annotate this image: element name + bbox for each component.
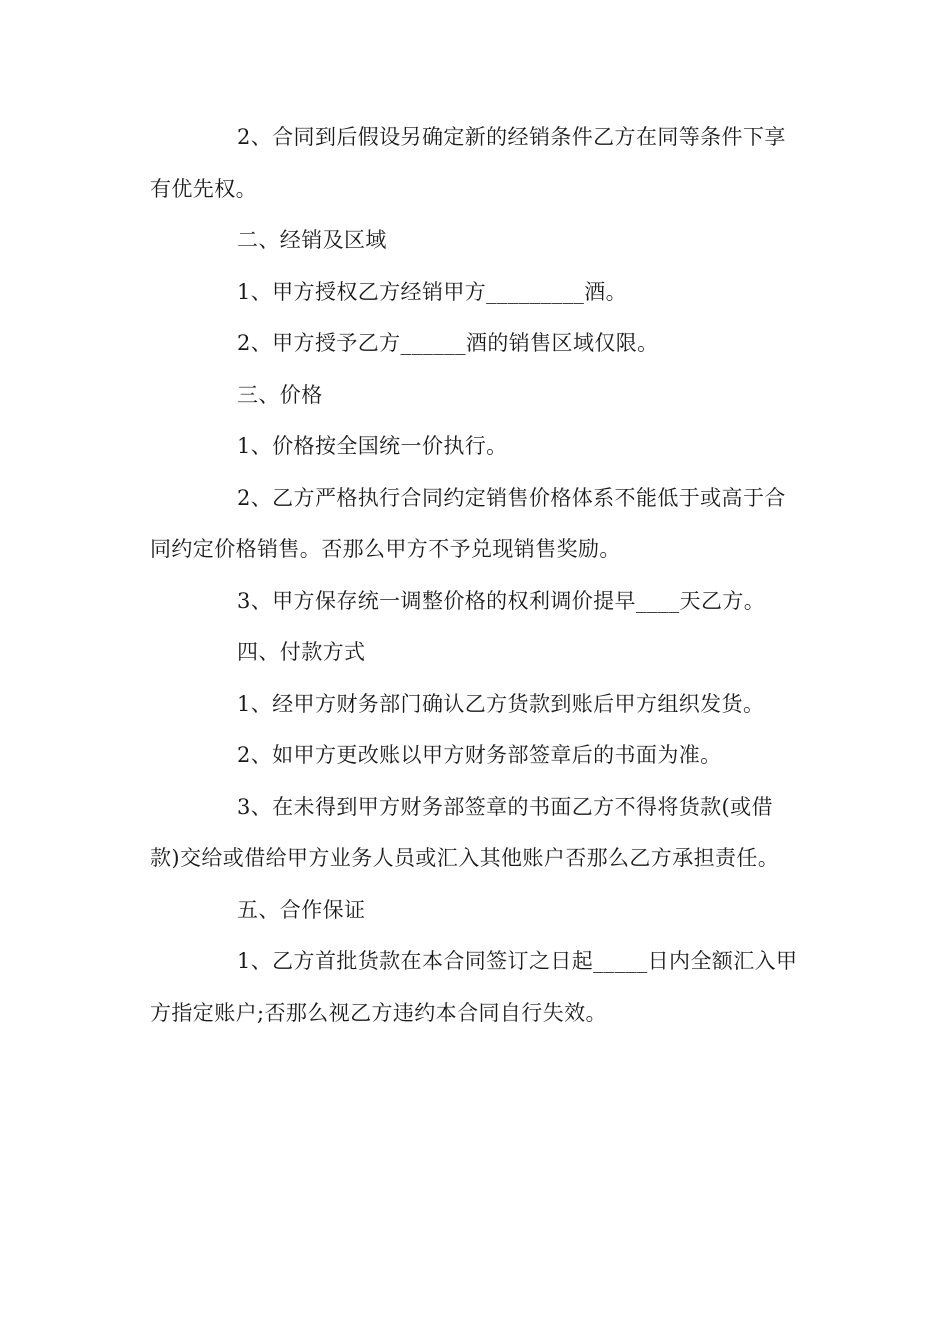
document-body: [150, 112, 800, 1039]
clause-paragraph: 2、乙方严格执行合同约定销售价格体系不能低于或高于合同约定价格销售。否那么甲方不予兑现销售奖励。: [150, 485, 786, 561]
clause-paragraph: 2、如甲方更改账以甲方财务部签章后的书面为准。: [237, 743, 722, 767]
clause-paragraph: 1、甲方授权乙方经销甲方_________酒。: [237, 279, 628, 304]
section-heading: 四、付款方式: [237, 640, 366, 664]
section-heading: 三、价格: [237, 382, 323, 407]
clause-paragraph: 2、甲方授予乙方______酒的销售区域仅限。: [237, 331, 659, 355]
clause-paragraph: 3、在未得到甲方财务部签章的书面乙方不得将货款(或借款)交给或借给甲方业务人员或汇入其他账户否那么乙方承担责任。: [150, 794, 780, 870]
clause-paragraph: 1、价格按全国统一价执行。: [237, 434, 508, 458]
clause-paragraph: 2、合同到后假设另确定新的经销条件乙方在同等条件下享有优先权。: [150, 125, 786, 201]
clause-paragraph: 1、经甲方财务部门确认乙方货款到账后甲方组织发货。: [237, 691, 765, 716]
clause-paragraph: 3、甲方保存统一调整价格的权利调价提早____天乙方。: [237, 588, 766, 613]
clause-paragraph: 1、乙方首批货款在本合同签订之日起_____日内全额汇入甲方指定账户;否那么视乙方违约本合同自行失效。: [150, 949, 798, 1025]
section-heading: 五、合作保证: [237, 897, 366, 922]
section-heading: 二、经销及区域: [237, 228, 387, 252]
